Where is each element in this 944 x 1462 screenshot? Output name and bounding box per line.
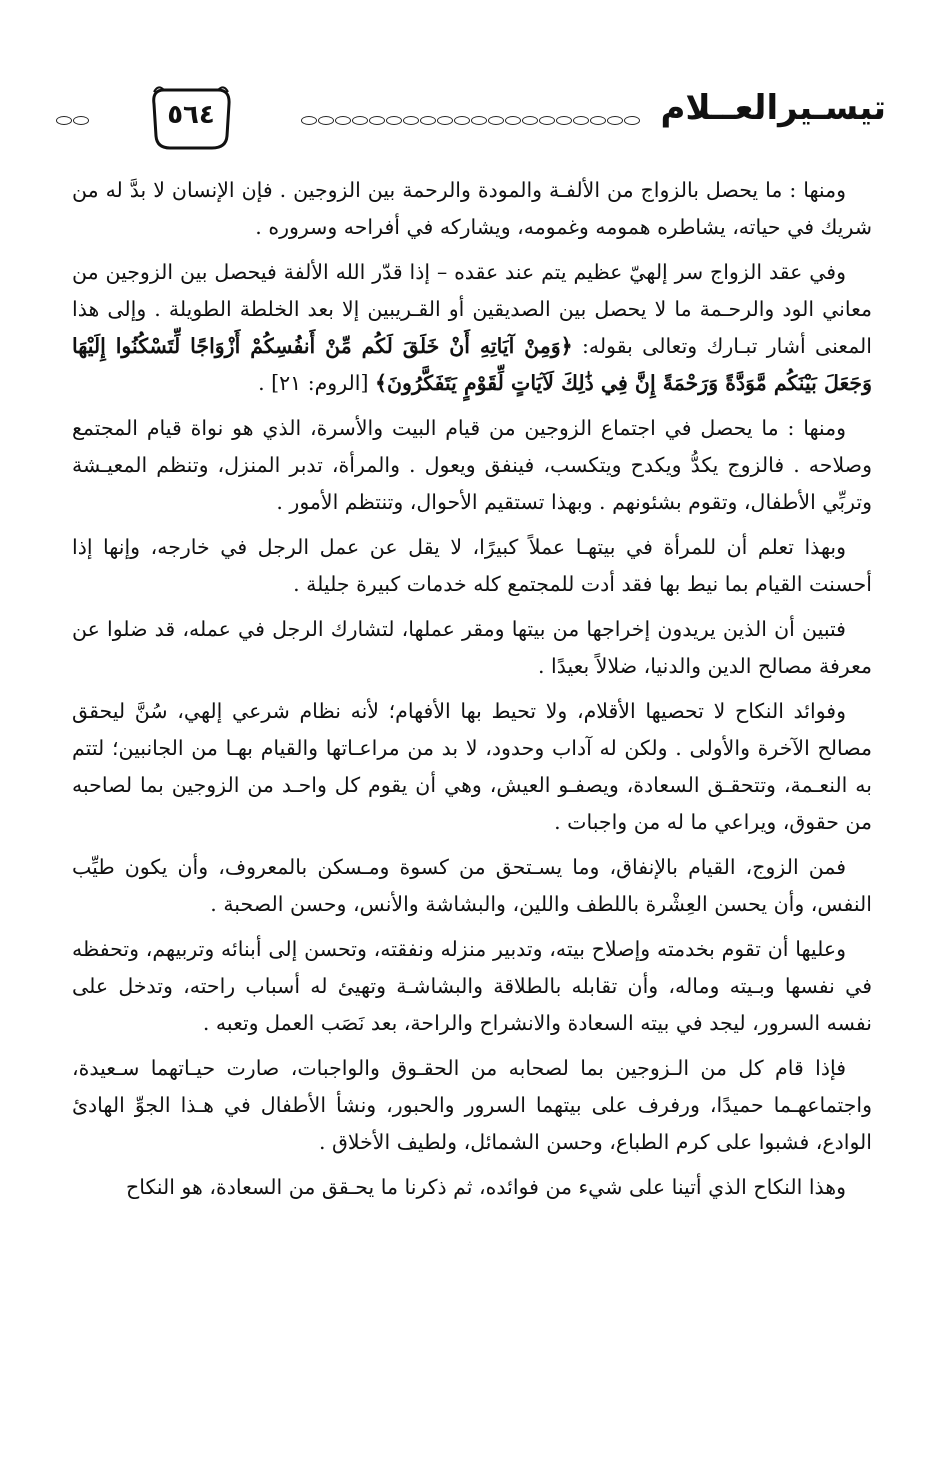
paragraph-4: وبهذا تعلم أن للمرأة في بيتهـا عملاً كبيرًا، لا يقل عن عمل الرجل في خارجه، وإنها إذا أحسنت القيام بما نيط بها فقد أدت للمجتمع كله خدمات كبيرة جليلة . (72, 535, 872, 596)
page-header (60, 78, 886, 158)
header-ornament-short (56, 116, 89, 130)
page-number-frame (150, 84, 232, 154)
paragraph-10: وهذا النكاح الذي أتينا على شيء من فوائده، ثم ذكرنا ما يحـقق من السعادة، هو النكاح (125, 1175, 846, 1199)
quran-verse: ﴿وَمِنْ آيَاتِهِ أَنْ خَلَقَ لَكُم مِّنْ أَنفُسِكُمْ أَزْوَاجًا لِّتَسْكُنُوا إِلَيْهَا وَجَعَلَ بَيْنَكُم مَّوَدَّةً وَرَحْمَةً إِنَّ فِي ذَٰلِكَ لَآيَاتٍ لِّقَوْمٍ يَتَفَكَّرُونَ﴾ (72, 334, 872, 395)
header-ornament-band (301, 116, 640, 130)
main-text (72, 172, 872, 1214)
paragraph-8: وعليها أن تقوم بخدمته وإصلاح بيته، وتدبير منزله ونفقته، وتحسن إلى أبنائه وتربيهم، وتحفظه في نفسها وبـيته وماله، وأن تقابله بالطلاقة والبشاشـة وتهيئ له أسباب راحته، وتدخل على نفسه السرور، ليجد في بيته السعادة والانشراح والراحة، بعد نَصَب العمل وتعبه . (72, 937, 872, 1035)
paragraph-5: فتبين أن الذين يريدون إخراجها من بيتها ومقر عملها، لتشارك الرجل في عمله، قد ضلوا عن معرفة مصالح الدين والدنيا، ضلالاً بعيدًا . (72, 617, 872, 678)
paragraph-2: وفي عقد الزواج سر إلهيّ عظيم يتم عند عقده – إذا قدّر الله الألفة فيحصل بين الزوجين من معاني الود والرحـمة ما لا يحصل بين الصديقين أو القـريبين إلا بعد الخلطة الطويلة . وإلى هذا المعنى أشار تبـارك وتعالى بقوله: ﴿وَمِنْ آيَاتِهِ أَنْ خَلَقَ لَكُم مِّنْ أَنفُسِكُمْ أَزْوَاجًا لِّتَسْكُنُوا إِلَيْهَا وَجَعَلَ بَيْنَكُم مَّوَدَّةً وَرَحْمَةً إِنَّ فِي ذَٰلِكَ لَآيَاتٍ لِّقَوْمٍ يَتَفَكَّرُونَ﴾ [الروم: ٢١] . (72, 260, 872, 395)
verse-reference: [الروم: ٢١] . (258, 371, 369, 395)
page-number: ٥٦٤ (167, 100, 215, 130)
paragraph-9: فإذا قام كل من الـزوجين بما لصحابه من الحقـوق والواجبات، صارت حيـاتهما سـعيدة، واجتماعهـما حميدًا، ورفرف على بيتهما السرور والحبور، ونشأ الأطفال في هـذا الجوِّ الهادئ الوادع، فشبوا على كرم الطباع، وحسن الشمائل، ولطيف الأخلاق . (72, 1056, 872, 1154)
paragraph-3: ومنها : ما يحصل في اجتماع الزوجين من قيام البيت والأسرة، الذي هو نواة قيام المجتمع وصلاحه . فالزوج يكدُّ ويكدح ويتكسب، فينفق ويعول . والمرأة، تدبر المنزل، وتنظم المعيـشة وتربِّي الأطفال، وتقوم بشئونهم . وبهذا تستقيم الأحوال، وتنتظم الأمور . (72, 416, 872, 514)
paragraph-1: ومنها : ما يحصل بالزواج من الألفـة والمودة والرحمة بين الزوجين . فإن الإنسان لا بدَّ له من شريك في حياته، يشاطره همومه وغمومه، ويشاركه في أفراحه وسروره . (72, 178, 872, 239)
book-title: تيسـيرالعــلام (660, 88, 886, 128)
paragraph-6: وفوائد النكاح لا تحصيها الأقلام، ولا تحيط بها الأفهام؛ لأنه نظام شرعي إلهي، سُنَّ ليحقق مصالح الآخرة والأولى . ولكن له آداب وحدود، لا بد من مراعـاتها والقيام بهـا من الجانبين؛ لتتم به النعـمة، وتتحقـق السعادة، ويصفـو العيش، وهي أن يقوم كل واحـد من الزوجين بما لصاحبه من حقوق، ويراعي ما له من واجبات . (72, 699, 872, 834)
paragraph-7: فمن الزوج، القيام بالإنفاق، وما يسـتحق من كسوة ومـسكن بالمعروف، وأن يكون طيِّب النفس، وأن يحسن العِشْرة باللطف واللين، والبشاشة والأنس، وحسن الصحبة . (72, 855, 872, 916)
